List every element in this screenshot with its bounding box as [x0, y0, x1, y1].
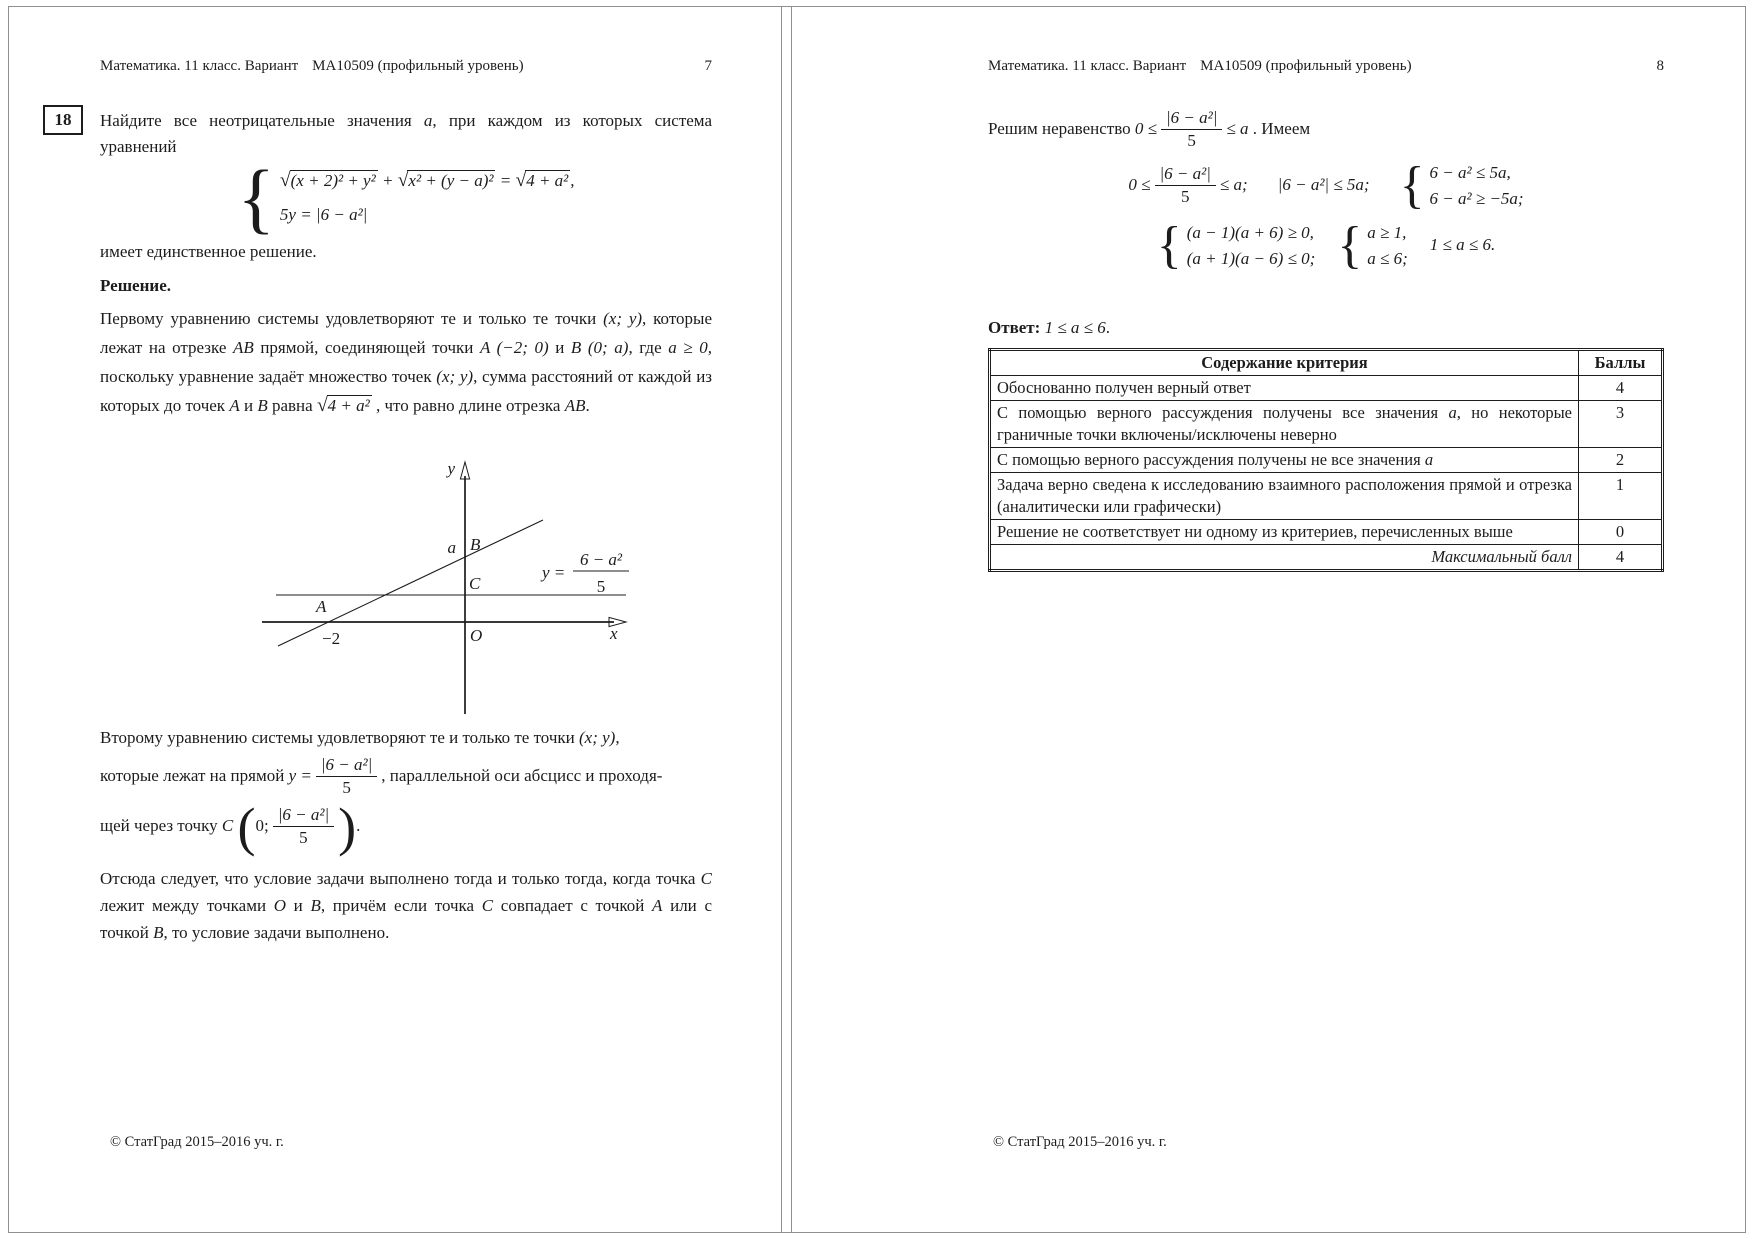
- points-header-cell: Баллы: [1579, 349, 1663, 375]
- inequality: a ≤ 6;: [1367, 248, 1408, 268]
- criteria-header-cell: Содержание критерия: [990, 349, 1579, 375]
- figure-svg: [248, 422, 648, 717]
- math-run: B (0; a): [570, 338, 629, 357]
- punctuation: .: [356, 815, 361, 835]
- system-1: [1400, 160, 1524, 212]
- text-run: равна: [267, 396, 317, 415]
- text-run: имеет единственное решение.: [100, 242, 317, 261]
- fraction-numerator: |6 − a²|: [273, 805, 334, 827]
- figure-coordinate-plane: [248, 422, 648, 717]
- math-run: C: [481, 895, 494, 915]
- text-run: , поскольку уравнение задаёт множество точек: [100, 338, 712, 386]
- problem-closing: [100, 240, 712, 264]
- system-lines: [1367, 220, 1408, 272]
- text-run: . Имеем: [1248, 118, 1311, 138]
- text-run: Решим неравенство: [988, 118, 1135, 138]
- points-cell: 1: [1579, 472, 1663, 519]
- line-equation-numerator: 6 − a²: [579, 550, 623, 569]
- text-run: Отсюда следует, что условие задачи выполнено тогда и только тогда, когда точка: [100, 868, 701, 888]
- criteria-cell: [990, 375, 1579, 400]
- point-a-label: A: [316, 597, 327, 616]
- point-c-label: C: [469, 574, 481, 593]
- max-score-row: [990, 544, 1663, 570]
- problem-statement: [100, 108, 712, 160]
- inequality: { a ≥ 1,: [1367, 222, 1407, 242]
- a-value-label: a: [447, 538, 456, 557]
- sqrt-term: [515, 164, 570, 198]
- text-run: Решение не соответствует ни одному из критериев, перечисленных выше: [997, 521, 1513, 541]
- math-run: (x; y): [579, 728, 616, 747]
- radicand: x² + (y − a)²: [408, 171, 494, 190]
- math-run: (x; y): [603, 309, 643, 328]
- criteria-cell: [990, 519, 1579, 544]
- paragraph-2-line-3: [100, 803, 712, 851]
- text-run: или с точкой: [100, 895, 712, 942]
- operator: =: [495, 171, 516, 190]
- text-run: Второму уравнению системы удовлетворяют те и только те точки: [100, 728, 579, 747]
- sqrt-term: [280, 164, 378, 198]
- answer-label: Ответ:: [988, 317, 1041, 337]
- table-header-row: [990, 349, 1663, 375]
- calc-line-2: [988, 220, 1664, 272]
- fraction: [1155, 164, 1216, 208]
- page-7: [54, 58, 713, 946]
- fraction-denominator: 5: [1187, 131, 1196, 151]
- solution-paragraph-2: [100, 725, 712, 851]
- math-run: A: [652, 895, 663, 915]
- text-run: , которые лежат на отрезке: [100, 309, 712, 357]
- text-run: и: [548, 338, 571, 357]
- math-run: AB: [232, 338, 254, 357]
- math-run: y =: [288, 765, 312, 785]
- criteria-cell: [990, 447, 1579, 472]
- math-run: C: [700, 868, 712, 888]
- text-run: , параллельной оси абсцисс и проходя-: [381, 765, 663, 785]
- math-run: A: [229, 396, 240, 415]
- page-footer-right: © СтатГрад 2015–2016 уч. г.: [993, 1134, 1167, 1150]
- text-run: и: [239, 396, 258, 415]
- math-run: B: [257, 396, 268, 415]
- line-equation-denominator: 5: [596, 577, 606, 596]
- math-run: AB: [564, 396, 586, 415]
- fraction-numerator: |6 − a²|: [316, 755, 377, 777]
- fraction-denominator: 5: [1180, 187, 1190, 207]
- math-run: A (−2; 0): [479, 338, 549, 357]
- inequality: { (a − 1)(a + 6) ≥ 0,: [1186, 222, 1314, 242]
- answer-line: [988, 316, 1664, 340]
- math-run: B: [310, 895, 321, 915]
- points-cell: 4: [1579, 544, 1663, 570]
- document-title: [100, 58, 524, 74]
- criteria-cell: [990, 472, 1579, 519]
- y-axis-label: y: [447, 459, 455, 478]
- page-8: [988, 58, 1664, 572]
- equation-1: [280, 164, 575, 198]
- text-run: совпадает с точкой: [493, 895, 653, 915]
- answer-value: 1 ≤ a ≤ 6: [1044, 317, 1106, 337]
- punctuation: ,: [570, 171, 575, 190]
- table-row: [990, 519, 1663, 544]
- math-run: (x; y): [436, 367, 474, 386]
- points-cell: 0: [1579, 519, 1663, 544]
- minus-two-label: −2: [322, 629, 341, 648]
- text-run: Задача верно сведена к исследованию взаимного расположения прямой и отрезка (аналитически или графически): [997, 474, 1572, 516]
- system-lines: [1430, 160, 1524, 212]
- text-run: , где: [628, 338, 669, 357]
- max-score-label: Максимальный балл: [990, 544, 1579, 570]
- criteria-table: [988, 348, 1664, 572]
- text-run: щей через точку: [100, 815, 222, 835]
- text-run: лежит между точками: [100, 895, 274, 915]
- task-number: 18: [54, 110, 72, 129]
- title-part-2: МА10509 (профильный уровень): [1200, 58, 1412, 74]
- calc-line-1: [988, 160, 1664, 212]
- solution-paragraph-1: [100, 304, 712, 420]
- math-run: ≤ a: [1226, 118, 1249, 138]
- system-lines: [1187, 220, 1316, 272]
- page-divider: [781, 6, 792, 1233]
- punctuation: .: [1105, 317, 1110, 337]
- line-through-A-B: [278, 520, 543, 646]
- solution-paragraph-3: [100, 865, 712, 946]
- criteria-cell: [990, 400, 1579, 447]
- points-cell: 2: [1579, 447, 1663, 472]
- math-run: C: [221, 815, 234, 835]
- sqrt-term: [398, 164, 496, 198]
- text-run: Обоснованно получен верный ответ: [997, 377, 1251, 397]
- text-run: Найдите все неотрицательные значения: [100, 111, 424, 130]
- radicand: 4 + a²: [526, 171, 569, 190]
- system-brace: [237, 164, 574, 232]
- title-part-2: МА10509 (профильный уровень): [312, 58, 524, 74]
- text-run: и: [286, 895, 311, 915]
- paragraph-2-line-1: [100, 725, 712, 751]
- math-run: 0 ≤: [1128, 174, 1151, 194]
- paragraph-2-line-2: [100, 753, 712, 801]
- text-run: С помощью верного рассуждения получены все значения: [997, 402, 1449, 422]
- text-run: Первому уравнению системы удовлетворяют те и только те точки: [100, 309, 604, 328]
- equation-system: [100, 164, 712, 232]
- text-run: , при каждом из которых система уравнений: [100, 111, 712, 156]
- system-3: [1337, 220, 1407, 272]
- text-run: , то условие задачи выполнено.: [163, 922, 390, 942]
- points-cell: 4: [1579, 375, 1663, 400]
- math-run: a: [1424, 449, 1434, 469]
- text-run: .: [585, 396, 590, 415]
- system-2: [1157, 220, 1316, 272]
- math-run: ≤ a;: [1219, 174, 1248, 194]
- point-coordinate: 0;: [255, 815, 269, 835]
- fraction: [316, 755, 377, 799]
- title-part-1: Математика. 11 класс. Вариант: [988, 58, 1187, 74]
- inequality: (a + 1)(a − 6) ≤ 0;: [1186, 248, 1316, 268]
- text-run: которые лежат на прямой: [100, 765, 289, 785]
- math-run: 0 ≤: [1134, 118, 1157, 138]
- text-run: С помощью верного рассуждения получены не все значения: [997, 449, 1425, 469]
- system-lines: [280, 164, 575, 232]
- operator: +: [377, 171, 398, 190]
- var-a: a: [423, 111, 433, 130]
- x-axis-label: x: [610, 624, 618, 643]
- inequality: 6 − a² ≥ −5a;: [1429, 188, 1524, 208]
- text-run: , сумма расстояний от каждой из которых до точек: [100, 367, 713, 415]
- math-run: |6 − a²| ≤ 5a;: [1277, 174, 1370, 194]
- page-footer-left: © СтатГрад 2015–2016 уч. г.: [110, 1134, 284, 1150]
- task-number-box: [43, 105, 83, 135]
- line-equation-lhs: y =: [542, 563, 566, 582]
- table-row: [990, 447, 1663, 472]
- result-inequality: 1 ≤ a ≤ 6.: [1429, 234, 1496, 254]
- inequality-intro: [988, 106, 1664, 154]
- fraction-denominator: 5: [299, 828, 308, 848]
- page-header: [988, 58, 1664, 78]
- equation-2: 5y = |6 − a²|: [279, 205, 368, 224]
- fraction: [1161, 108, 1222, 152]
- math-run: a ≥ 0: [668, 338, 708, 357]
- title-part-1: Математика. 11 класс. Вариант: [100, 58, 299, 74]
- points-cell: 3: [1579, 400, 1663, 447]
- text-run: , причём если точка: [320, 895, 482, 915]
- fraction-numerator: |6 − a²|: [1161, 108, 1222, 130]
- solution-heading: Решение.: [100, 276, 171, 295]
- math-run: B: [153, 922, 164, 942]
- punctuation: ,: [615, 728, 620, 747]
- table-row: [990, 375, 1663, 400]
- text-run: , что равно длине отрезка: [371, 396, 565, 415]
- radicand: (x + 2)² + y²: [290, 171, 376, 190]
- page-number: 8: [1656, 58, 1664, 74]
- page-header: [100, 58, 712, 78]
- fraction-denominator: 5: [342, 778, 351, 798]
- fraction: [273, 805, 334, 849]
- math-run: a: [1448, 402, 1457, 422]
- text-run: , но некоторые граничные точки включены/исключены неверно: [997, 402, 1573, 444]
- origin-label: O: [470, 626, 483, 645]
- math-run: O: [273, 895, 287, 915]
- radicand: 4 + a²: [327, 396, 370, 415]
- sqrt-term: [317, 391, 372, 420]
- inequality: { 6 − a² ≤ 5a,: [1429, 162, 1511, 182]
- point-b-label: B: [470, 535, 481, 554]
- table-row: [990, 472, 1663, 519]
- text-run: прямой, соединяющей точки: [253, 338, 480, 357]
- fraction-numerator: |6 − a²|: [1155, 164, 1216, 186]
- table-row: [990, 400, 1663, 447]
- page-number: 7: [704, 58, 712, 74]
- document-title: [988, 58, 1412, 74]
